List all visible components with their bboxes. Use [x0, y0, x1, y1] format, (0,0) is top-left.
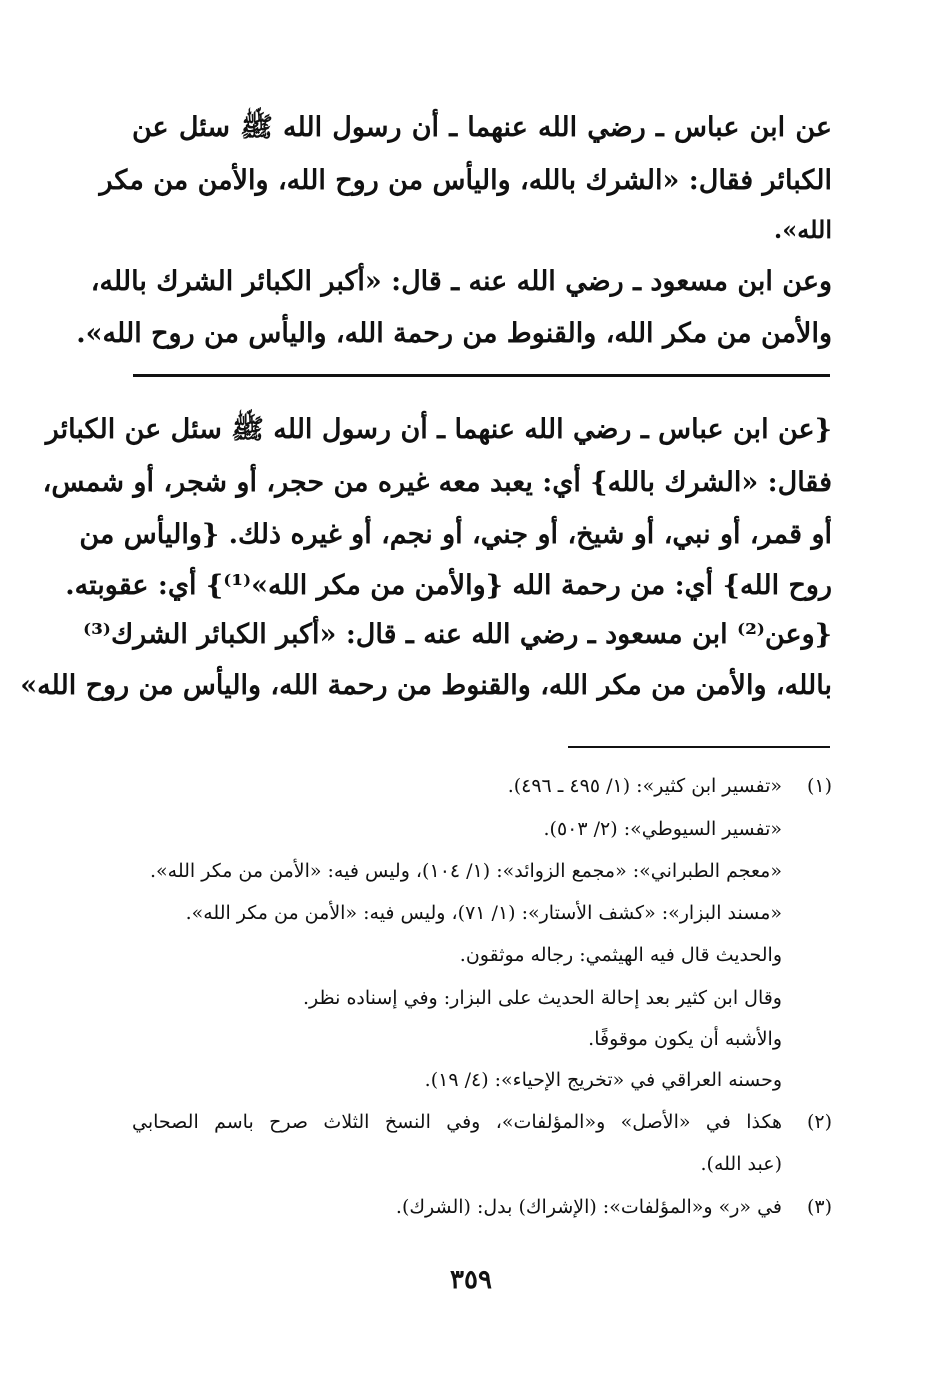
matn-line-2: الكبائر فقال: «الشرك بالله، واليأس من روح الله، والأمن من مكر: [99, 165, 832, 196]
sharh-line-6: بالله، والأمن من مكر الله، والقنوط من رحمة الله، واليأس من روح الله»: [20, 670, 832, 701]
section-divider: [133, 374, 830, 377]
footnote-2-line-1: هكذا في «الأصل» و«المؤلفات»، وفي النسخ الثلاث صرح باسم الصحابي: [132, 1111, 782, 1133]
footnote-divider: [568, 746, 830, 748]
footnote-1-line-2: «تفسير السيوطي»: (٢/ ٥٠٣).: [543, 818, 782, 840]
footnote-1-line-6: وقال ابن كثير بعد إحالة الحديث على البزار: وفي إسناده نظر.: [303, 987, 782, 1009]
sharh-line-3: أو قمر، أو نبي، أو شيخ، أو جني، أو نجم، أو غيره ذلك. {واليأس من: [79, 519, 832, 550]
page-number: ٣٥٩: [450, 1265, 492, 1295]
sharh-line-1: {عن ابن عباس ـ رضي الله عنهما ـ أن رسول الله ﷺ سئل عن الكبائر: [45, 414, 832, 445]
footnote-2-line-2: (عبد الله).: [700, 1153, 782, 1175]
footnote-number-2: (٢): [806, 1111, 832, 1133]
sharh-line-4: روح الله} أي: من رحمة الله {والأمن من مكر الله»⁽¹⁾} أي: عقوبته.: [65, 570, 832, 601]
matn-line-1: عن ابن عباس ـ رضي الله عنهما ـ أن رسول الله ﷺ سئل عن: [132, 112, 832, 143]
matn-line-3: الله».: [773, 215, 832, 244]
footnote-1-line-3: «معجم الطبراني»: «مجمع الزوائد»: (١/ ١٠٤)، وليس فيه: «الأمن من مكر الله».: [149, 860, 782, 882]
footnote-1-line-8: وحسنه العراقي في «تخريج الإحياء»: (٤/ ١٩).: [424, 1069, 782, 1091]
matn-line-4: وعن ابن مسعود ـ رضي الله عنه ـ قال: «أكبر الكبائر الشرك بالله،: [90, 266, 832, 297]
footnote-1-line-1: «تفسير ابن كثير»: (١/ ٤٩٥ ـ ٤٩٦).: [507, 775, 782, 797]
footnote-1-line-4: «مسند البزار»: «كشف الأستار»: (١/ ٧١)، وليس فيه: «الأمن من مكر الله».: [185, 902, 782, 924]
footnote-1-line-5: والحديث قال فيه الهيثمي: رجاله موثقون.: [459, 944, 782, 966]
footnote-number-1: (١): [806, 775, 832, 797]
sharh-line-2: فقال: «الشرك بالله} أي: يعبد معه غيره من حجر، أو شجر، أو شمس،: [42, 467, 832, 498]
footnote-3-line-1: في «ر» و«المؤلفات»: (الإشراك) بدل: (الشرك).: [395, 1196, 782, 1218]
footnote-number-3: (٣): [806, 1196, 832, 1218]
sharh-line-5: {وعن⁽²⁾ ابن مسعود ـ رضي الله عنه ـ قال: «أكبر الكبائر الشرك⁽³⁾: [83, 619, 832, 650]
footnote-1-line-7: والأشبه أن يكون موقوفًا.: [588, 1028, 782, 1050]
matn-line-5: والأمن من مكر الله، والقنوط من رحمة الله، واليأس من روح الله».: [76, 318, 832, 349]
